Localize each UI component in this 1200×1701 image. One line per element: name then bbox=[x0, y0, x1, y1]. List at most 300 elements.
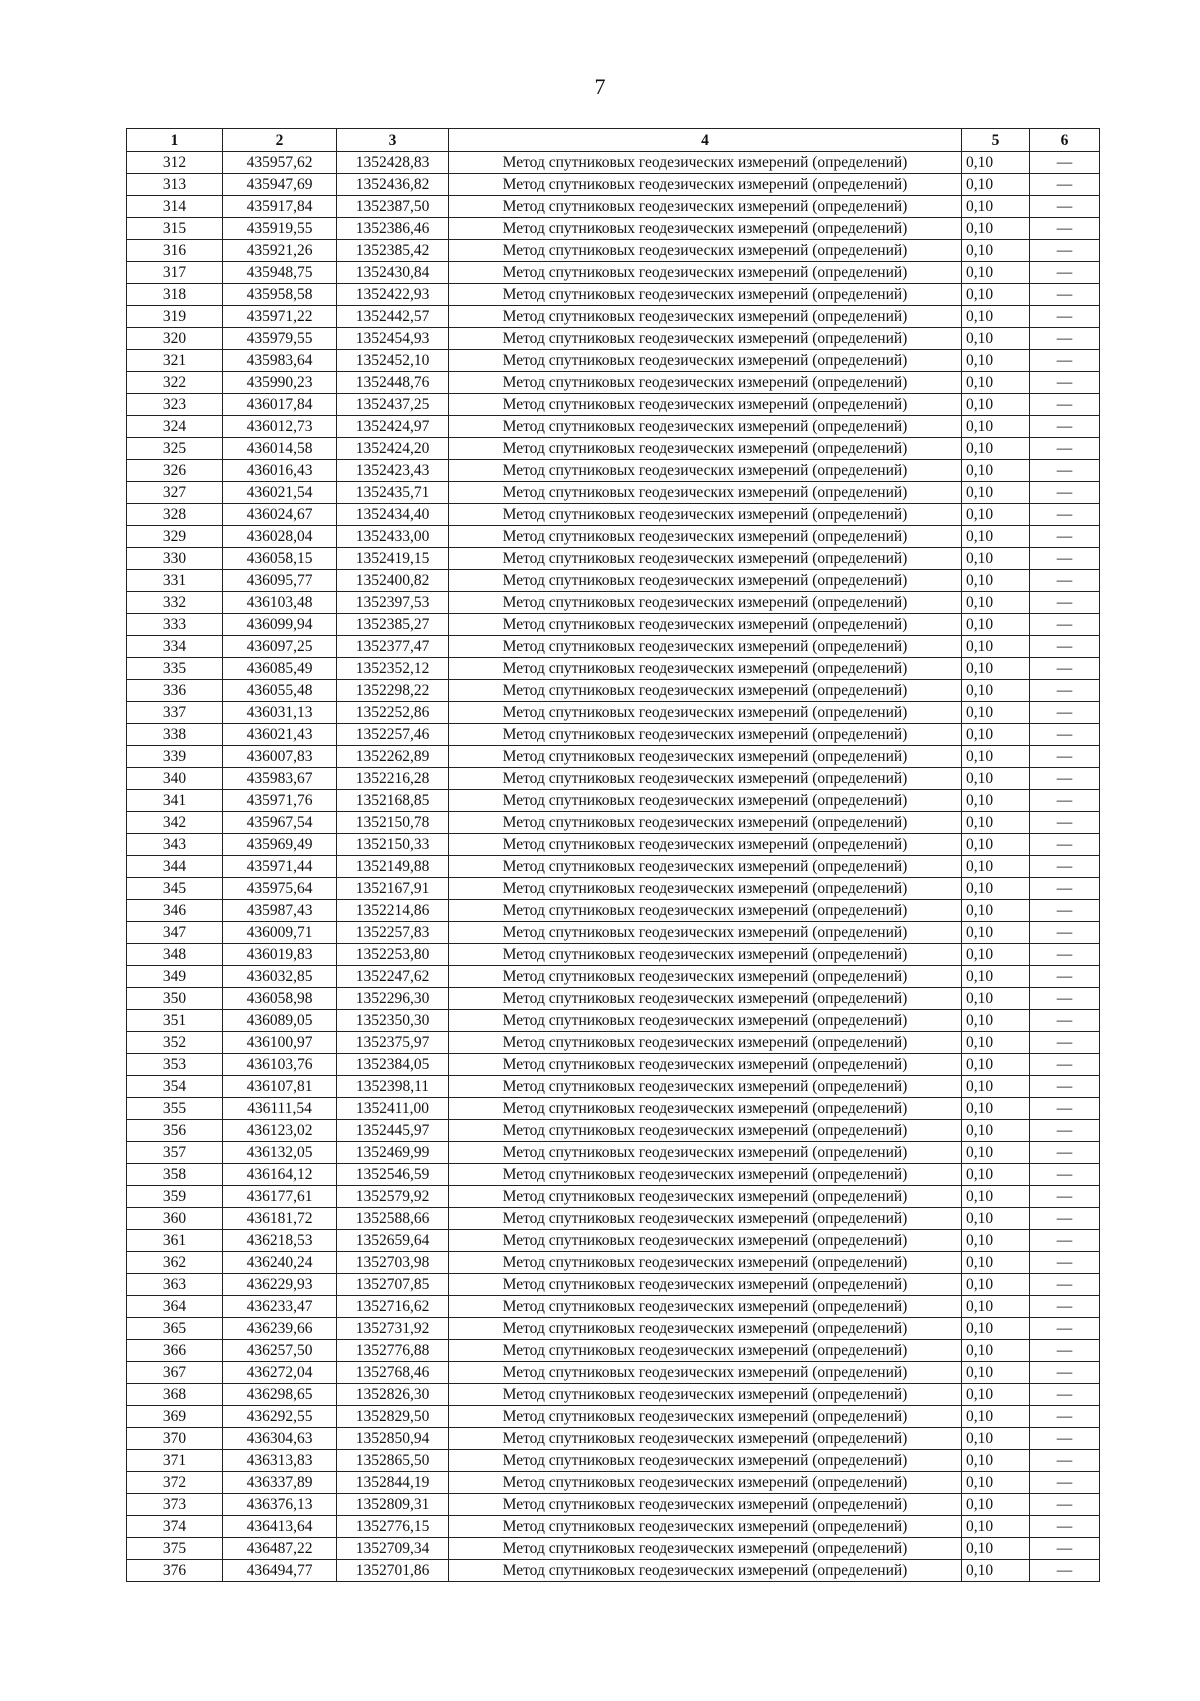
accuracy-cell: 0,10 bbox=[962, 394, 1030, 416]
accuracy-cell: 0,10 bbox=[962, 526, 1030, 548]
method-cell: Метод спутниковых геодезических измерений (определений) bbox=[449, 1208, 962, 1230]
method-cell: Метод спутниковых геодезических измерений (определений) bbox=[449, 548, 962, 570]
point-number-cell: 346 bbox=[127, 900, 223, 922]
x-coordinate-cell: 436017,84 bbox=[223, 394, 337, 416]
table-row bbox=[127, 570, 1100, 592]
x-coordinate-cell: 436058,15 bbox=[223, 548, 337, 570]
y-coordinate-cell: 1352776,88 bbox=[337, 1340, 449, 1362]
description-cell: — bbox=[1030, 1054, 1100, 1076]
accuracy-cell: 0,10 bbox=[962, 1076, 1030, 1098]
y-coordinate-cell: 1352216,28 bbox=[337, 768, 449, 790]
point-number-cell: 352 bbox=[127, 1032, 223, 1054]
point-number-cell: 324 bbox=[127, 416, 223, 438]
description-cell: — bbox=[1030, 526, 1100, 548]
method-cell: Метод спутниковых геодезических измерений (определений) bbox=[449, 460, 962, 482]
table-row bbox=[127, 1252, 1100, 1274]
x-coordinate-cell: 436304,63 bbox=[223, 1428, 337, 1450]
method-cell: Метод спутниковых геодезических измерений (определений) bbox=[449, 174, 962, 196]
point-number-cell: 339 bbox=[127, 746, 223, 768]
x-coordinate-cell: 435983,64 bbox=[223, 350, 337, 372]
y-coordinate-cell: 1352384,05 bbox=[337, 1054, 449, 1076]
table-row bbox=[127, 306, 1100, 328]
description-cell: — bbox=[1030, 614, 1100, 636]
point-number-cell: 323 bbox=[127, 394, 223, 416]
x-coordinate-cell: 436100,97 bbox=[223, 1032, 337, 1054]
description-cell: — bbox=[1030, 1164, 1100, 1186]
point-number-cell: 338 bbox=[127, 724, 223, 746]
y-coordinate-cell: 1352150,78 bbox=[337, 812, 449, 834]
description-cell: — bbox=[1030, 856, 1100, 878]
method-cell: Метод спутниковых геодезических измерений (определений) bbox=[449, 350, 962, 372]
table-row bbox=[127, 284, 1100, 306]
description-cell: — bbox=[1030, 1384, 1100, 1406]
table-row bbox=[127, 900, 1100, 922]
accuracy-cell: 0,10 bbox=[962, 988, 1030, 1010]
table-row bbox=[127, 724, 1100, 746]
table-row bbox=[127, 1010, 1100, 1032]
description-cell: — bbox=[1030, 174, 1100, 196]
y-coordinate-cell: 1352445,97 bbox=[337, 1120, 449, 1142]
table-row bbox=[127, 1186, 1100, 1208]
table-row bbox=[127, 1340, 1100, 1362]
accuracy-cell: 0,10 bbox=[962, 1384, 1030, 1406]
description-cell: — bbox=[1030, 482, 1100, 504]
description-cell: — bbox=[1030, 1340, 1100, 1362]
description-cell: — bbox=[1030, 900, 1100, 922]
description-cell: — bbox=[1030, 284, 1100, 306]
method-cell: Метод спутниковых геодезических измерений (определений) bbox=[449, 416, 962, 438]
accuracy-cell: 0,10 bbox=[962, 570, 1030, 592]
table-row bbox=[127, 614, 1100, 636]
accuracy-cell: 0,10 bbox=[962, 636, 1030, 658]
table-row bbox=[127, 1472, 1100, 1494]
table-row bbox=[127, 350, 1100, 372]
table-row bbox=[127, 1450, 1100, 1472]
x-coordinate-cell: 436313,83 bbox=[223, 1450, 337, 1472]
x-coordinate-cell: 435975,64 bbox=[223, 878, 337, 900]
description-cell: — bbox=[1030, 944, 1100, 966]
table-row bbox=[127, 702, 1100, 724]
y-coordinate-cell: 1352398,11 bbox=[337, 1076, 449, 1098]
y-coordinate-cell: 1352709,34 bbox=[337, 1538, 449, 1560]
accuracy-cell: 0,10 bbox=[962, 1054, 1030, 1076]
description-cell: — bbox=[1030, 988, 1100, 1010]
table-row bbox=[127, 1516, 1100, 1538]
header-col-1: 1 bbox=[127, 129, 223, 152]
method-cell: Метод спутниковых геодезических измерений (определений) bbox=[449, 1054, 962, 1076]
point-number-cell: 334 bbox=[127, 636, 223, 658]
table-row bbox=[127, 1230, 1100, 1252]
y-coordinate-cell: 1352452,10 bbox=[337, 350, 449, 372]
table-row bbox=[127, 878, 1100, 900]
x-coordinate-cell: 435990,23 bbox=[223, 372, 337, 394]
point-number-cell: 356 bbox=[127, 1120, 223, 1142]
x-coordinate-cell: 436021,54 bbox=[223, 482, 337, 504]
table-row bbox=[127, 790, 1100, 812]
y-coordinate-cell: 1352214,86 bbox=[337, 900, 449, 922]
accuracy-cell: 0,10 bbox=[962, 504, 1030, 526]
y-coordinate-cell: 1352434,40 bbox=[337, 504, 449, 526]
method-cell: Метод спутниковых геодезических измерений (определений) bbox=[449, 482, 962, 504]
table-row bbox=[127, 944, 1100, 966]
description-cell: — bbox=[1030, 790, 1100, 812]
x-coordinate-cell: 436337,89 bbox=[223, 1472, 337, 1494]
table-row bbox=[127, 812, 1100, 834]
y-coordinate-cell: 1352454,93 bbox=[337, 328, 449, 350]
method-cell: Метод спутниковых геодезических измерений (определений) bbox=[449, 1186, 962, 1208]
description-cell: — bbox=[1030, 1406, 1100, 1428]
point-number-cell: 317 bbox=[127, 262, 223, 284]
method-cell: Метод спутниковых геодезических измерений (определений) bbox=[449, 152, 962, 174]
description-cell: — bbox=[1030, 196, 1100, 218]
method-cell: Метод спутниковых геодезических измерений (определений) bbox=[449, 702, 962, 724]
method-cell: Метод спутниковых геодезических измерений (определений) bbox=[449, 724, 962, 746]
accuracy-cell: 0,10 bbox=[962, 1472, 1030, 1494]
x-coordinate-cell: 436097,25 bbox=[223, 636, 337, 658]
method-cell: Метод спутниковых геодезических измерений (определений) bbox=[449, 196, 962, 218]
x-coordinate-cell: 436009,71 bbox=[223, 922, 337, 944]
table-body bbox=[127, 152, 1100, 1582]
method-cell: Метод спутниковых геодезических измерений (определений) bbox=[449, 328, 962, 350]
x-coordinate-cell: 435947,69 bbox=[223, 174, 337, 196]
accuracy-cell: 0,10 bbox=[962, 328, 1030, 350]
accuracy-cell: 0,10 bbox=[962, 878, 1030, 900]
accuracy-cell: 0,10 bbox=[962, 460, 1030, 482]
y-coordinate-cell: 1352826,30 bbox=[337, 1384, 449, 1406]
y-coordinate-cell: 1352809,31 bbox=[337, 1494, 449, 1516]
table-row bbox=[127, 988, 1100, 1010]
method-cell: Метод спутниковых геодезических измерений (определений) bbox=[449, 218, 962, 240]
description-cell: — bbox=[1030, 350, 1100, 372]
accuracy-cell: 0,10 bbox=[962, 174, 1030, 196]
y-coordinate-cell: 1352442,57 bbox=[337, 306, 449, 328]
table-row bbox=[127, 328, 1100, 350]
accuracy-cell: 0,10 bbox=[962, 1296, 1030, 1318]
description-cell: — bbox=[1030, 240, 1100, 262]
y-coordinate-cell: 1352419,15 bbox=[337, 548, 449, 570]
description-cell: — bbox=[1030, 1494, 1100, 1516]
table-row bbox=[127, 922, 1100, 944]
method-cell: Метод спутниковых геодезических измерений (определений) bbox=[449, 1560, 962, 1582]
y-coordinate-cell: 1352844,19 bbox=[337, 1472, 449, 1494]
accuracy-cell: 0,10 bbox=[962, 702, 1030, 724]
y-coordinate-cell: 1352437,25 bbox=[337, 394, 449, 416]
table-row bbox=[127, 504, 1100, 526]
point-number-cell: 341 bbox=[127, 790, 223, 812]
point-number-cell: 351 bbox=[127, 1010, 223, 1032]
x-coordinate-cell: 436132,05 bbox=[223, 1142, 337, 1164]
y-coordinate-cell: 1352253,80 bbox=[337, 944, 449, 966]
page-number: 7 bbox=[594, 74, 606, 99]
accuracy-cell: 0,10 bbox=[962, 1142, 1030, 1164]
x-coordinate-cell: 436494,77 bbox=[223, 1560, 337, 1582]
accuracy-cell: 0,10 bbox=[962, 1362, 1030, 1384]
x-coordinate-cell: 436111,54 bbox=[223, 1098, 337, 1120]
table-row bbox=[127, 1032, 1100, 1054]
method-cell: Метод спутниковых геодезических измерений (определений) bbox=[449, 1120, 962, 1142]
y-coordinate-cell: 1352252,86 bbox=[337, 702, 449, 724]
y-coordinate-cell: 1352385,27 bbox=[337, 614, 449, 636]
table-row bbox=[127, 1384, 1100, 1406]
table-row bbox=[127, 416, 1100, 438]
accuracy-cell: 0,10 bbox=[962, 966, 1030, 988]
accuracy-cell: 0,10 bbox=[962, 1032, 1030, 1054]
accuracy-cell: 0,10 bbox=[962, 438, 1030, 460]
y-coordinate-cell: 1352352,12 bbox=[337, 658, 449, 680]
table-row bbox=[127, 658, 1100, 680]
method-cell: Метод спутниковых геодезических измерений (определений) bbox=[449, 592, 962, 614]
y-coordinate-cell: 1352411,00 bbox=[337, 1098, 449, 1120]
description-cell: — bbox=[1030, 438, 1100, 460]
table-row bbox=[127, 218, 1100, 240]
x-coordinate-cell: 435967,54 bbox=[223, 812, 337, 834]
y-coordinate-cell: 1352776,15 bbox=[337, 1516, 449, 1538]
table-header bbox=[127, 129, 1100, 152]
x-coordinate-cell: 436272,04 bbox=[223, 1362, 337, 1384]
description-cell: — bbox=[1030, 548, 1100, 570]
table-row bbox=[127, 1142, 1100, 1164]
point-number-cell: 371 bbox=[127, 1450, 223, 1472]
method-cell: Метод спутниковых геодезических измерений (определений) bbox=[449, 1164, 962, 1186]
method-cell: Метод спутниковых геодезических измерений (определений) bbox=[449, 614, 962, 636]
method-cell: Метод спутниковых геодезических измерений (определений) bbox=[449, 856, 962, 878]
method-cell: Метод спутниковых геодезических измерений (определений) bbox=[449, 790, 962, 812]
table-row bbox=[127, 1494, 1100, 1516]
x-coordinate-cell: 436089,05 bbox=[223, 1010, 337, 1032]
method-cell: Метод спутниковых геодезических измерений (определений) bbox=[449, 900, 962, 922]
y-coordinate-cell: 1352768,46 bbox=[337, 1362, 449, 1384]
y-coordinate-cell: 1352375,97 bbox=[337, 1032, 449, 1054]
description-cell: — bbox=[1030, 1076, 1100, 1098]
method-cell: Метод спутниковых геодезических измерений (определений) bbox=[449, 1142, 962, 1164]
x-coordinate-cell: 436032,85 bbox=[223, 966, 337, 988]
point-number-cell: 326 bbox=[127, 460, 223, 482]
point-number-cell: 330 bbox=[127, 548, 223, 570]
accuracy-cell: 0,10 bbox=[962, 1164, 1030, 1186]
header-row bbox=[127, 129, 1100, 152]
point-number-cell: 329 bbox=[127, 526, 223, 548]
point-number-cell: 320 bbox=[127, 328, 223, 350]
accuracy-cell: 0,10 bbox=[962, 834, 1030, 856]
y-coordinate-cell: 1352168,85 bbox=[337, 790, 449, 812]
y-coordinate-cell: 1352257,46 bbox=[337, 724, 449, 746]
point-number-cell: 328 bbox=[127, 504, 223, 526]
point-number-cell: 361 bbox=[127, 1230, 223, 1252]
y-coordinate-cell: 1352659,64 bbox=[337, 1230, 449, 1252]
x-coordinate-cell: 435948,75 bbox=[223, 262, 337, 284]
description-cell: — bbox=[1030, 1428, 1100, 1450]
x-coordinate-cell: 436103,76 bbox=[223, 1054, 337, 1076]
description-cell: — bbox=[1030, 416, 1100, 438]
y-coordinate-cell: 1352865,50 bbox=[337, 1450, 449, 1472]
header-col-6: 6 bbox=[1030, 129, 1100, 152]
accuracy-cell: 0,10 bbox=[962, 1098, 1030, 1120]
point-number-cell: 336 bbox=[127, 680, 223, 702]
y-coordinate-cell: 1352149,88 bbox=[337, 856, 449, 878]
x-coordinate-cell: 436055,48 bbox=[223, 680, 337, 702]
table-row bbox=[127, 196, 1100, 218]
point-number-cell: 353 bbox=[127, 1054, 223, 1076]
method-cell: Метод спутниковых геодезических измерений (определений) bbox=[449, 988, 962, 1010]
description-cell: — bbox=[1030, 1362, 1100, 1384]
accuracy-cell: 0,10 bbox=[962, 614, 1030, 636]
x-coordinate-cell: 436031,13 bbox=[223, 702, 337, 724]
table-row bbox=[127, 592, 1100, 614]
point-number-cell: 337 bbox=[127, 702, 223, 724]
point-number-cell: 357 bbox=[127, 1142, 223, 1164]
description-cell: — bbox=[1030, 1010, 1100, 1032]
method-cell: Метод спутниковых геодезических измерений (определений) bbox=[449, 1516, 962, 1538]
x-coordinate-cell: 436487,22 bbox=[223, 1538, 337, 1560]
y-coordinate-cell: 1352262,89 bbox=[337, 746, 449, 768]
method-cell: Метод спутниковых геодезических измерений (определений) bbox=[449, 1098, 962, 1120]
method-cell: Метод спутниковых геодезических измерений (определений) bbox=[449, 944, 962, 966]
point-number-cell: 374 bbox=[127, 1516, 223, 1538]
y-coordinate-cell: 1352387,50 bbox=[337, 196, 449, 218]
accuracy-cell: 0,10 bbox=[962, 724, 1030, 746]
method-cell: Метод спутниковых геодезических измерений (определений) bbox=[449, 1384, 962, 1406]
table-row bbox=[127, 1406, 1100, 1428]
accuracy-cell: 0,10 bbox=[962, 416, 1030, 438]
description-cell: — bbox=[1030, 702, 1100, 724]
coordinates-table bbox=[126, 128, 1100, 1582]
point-number-cell: 354 bbox=[127, 1076, 223, 1098]
y-coordinate-cell: 1352424,20 bbox=[337, 438, 449, 460]
table-row bbox=[127, 372, 1100, 394]
point-number-cell: 360 bbox=[127, 1208, 223, 1230]
accuracy-cell: 0,10 bbox=[962, 1450, 1030, 1472]
x-coordinate-cell: 436240,24 bbox=[223, 1252, 337, 1274]
x-coordinate-cell: 436095,77 bbox=[223, 570, 337, 592]
x-coordinate-cell: 435917,84 bbox=[223, 196, 337, 218]
description-cell: — bbox=[1030, 1032, 1100, 1054]
x-coordinate-cell: 435971,22 bbox=[223, 306, 337, 328]
method-cell: Метод спутниковых геодезических измерений (определений) bbox=[449, 680, 962, 702]
y-coordinate-cell: 1352296,30 bbox=[337, 988, 449, 1010]
header-col-2: 2 bbox=[223, 129, 337, 152]
point-number-cell: 319 bbox=[127, 306, 223, 328]
description-cell: — bbox=[1030, 1516, 1100, 1538]
description-cell: — bbox=[1030, 152, 1100, 174]
y-coordinate-cell: 1352731,92 bbox=[337, 1318, 449, 1340]
x-coordinate-cell: 436229,93 bbox=[223, 1274, 337, 1296]
description-cell: — bbox=[1030, 504, 1100, 526]
description-cell: — bbox=[1030, 724, 1100, 746]
description-cell: — bbox=[1030, 966, 1100, 988]
accuracy-cell: 0,10 bbox=[962, 1010, 1030, 1032]
point-number-cell: 349 bbox=[127, 966, 223, 988]
table-row bbox=[127, 482, 1100, 504]
accuracy-cell: 0,10 bbox=[962, 1208, 1030, 1230]
y-coordinate-cell: 1352386,46 bbox=[337, 218, 449, 240]
point-number-cell: 358 bbox=[127, 1164, 223, 1186]
x-coordinate-cell: 435987,43 bbox=[223, 900, 337, 922]
table-row bbox=[127, 240, 1100, 262]
description-cell: — bbox=[1030, 812, 1100, 834]
y-coordinate-cell: 1352435,71 bbox=[337, 482, 449, 504]
table-row bbox=[127, 1560, 1100, 1582]
method-cell: Метод спутниковых геодезических измерений (определений) bbox=[449, 284, 962, 306]
accuracy-cell: 0,10 bbox=[962, 548, 1030, 570]
description-cell: — bbox=[1030, 1120, 1100, 1142]
point-number-cell: 369 bbox=[127, 1406, 223, 1428]
accuracy-cell: 0,10 bbox=[962, 262, 1030, 284]
point-number-cell: 340 bbox=[127, 768, 223, 790]
point-number-cell: 313 bbox=[127, 174, 223, 196]
point-number-cell: 316 bbox=[127, 240, 223, 262]
y-coordinate-cell: 1352377,47 bbox=[337, 636, 449, 658]
method-cell: Метод спутниковых геодезических измерений (определений) bbox=[449, 306, 962, 328]
header-col-4: 4 bbox=[449, 129, 962, 152]
method-cell: Метод спутниковых геодезических измерений (определений) bbox=[449, 1318, 962, 1340]
accuracy-cell: 0,10 bbox=[962, 1428, 1030, 1450]
method-cell: Метод спутниковых геодезических измерений (определений) bbox=[449, 1252, 962, 1274]
table-row bbox=[127, 1362, 1100, 1384]
y-coordinate-cell: 1352701,86 bbox=[337, 1560, 449, 1582]
x-coordinate-cell: 436218,53 bbox=[223, 1230, 337, 1252]
accuracy-cell: 0,10 bbox=[962, 1274, 1030, 1296]
description-cell: — bbox=[1030, 1230, 1100, 1252]
y-coordinate-cell: 1352716,62 bbox=[337, 1296, 449, 1318]
method-cell: Метод спутниковых геодезических измерений (определений) bbox=[449, 1296, 962, 1318]
table-row bbox=[127, 152, 1100, 174]
accuracy-cell: 0,10 bbox=[962, 218, 1030, 240]
accuracy-cell: 0,10 bbox=[962, 482, 1030, 504]
point-number-cell: 344 bbox=[127, 856, 223, 878]
y-coordinate-cell: 1352703,98 bbox=[337, 1252, 449, 1274]
x-coordinate-cell: 436058,98 bbox=[223, 988, 337, 1010]
description-cell: — bbox=[1030, 1252, 1100, 1274]
y-coordinate-cell: 1352150,33 bbox=[337, 834, 449, 856]
method-cell: Метод спутниковых геодезических измерений (определений) bbox=[449, 658, 962, 680]
x-coordinate-cell: 436257,50 bbox=[223, 1340, 337, 1362]
description-cell: — bbox=[1030, 768, 1100, 790]
accuracy-cell: 0,10 bbox=[962, 350, 1030, 372]
table-row bbox=[127, 1076, 1100, 1098]
y-coordinate-cell: 1352430,84 bbox=[337, 262, 449, 284]
method-cell: Метод спутниковых геодезических измерений (определений) bbox=[449, 526, 962, 548]
x-coordinate-cell: 436007,83 bbox=[223, 746, 337, 768]
point-number-cell: 348 bbox=[127, 944, 223, 966]
table-row bbox=[127, 1274, 1100, 1296]
y-coordinate-cell: 1352469,99 bbox=[337, 1142, 449, 1164]
point-number-cell: 322 bbox=[127, 372, 223, 394]
description-cell: — bbox=[1030, 1318, 1100, 1340]
method-cell: Метод спутниковых геодезических измерений (определений) bbox=[449, 394, 962, 416]
table-row bbox=[127, 262, 1100, 284]
x-coordinate-cell: 435971,44 bbox=[223, 856, 337, 878]
method-cell: Метод спутниковых геодезических измерений (определений) bbox=[449, 768, 962, 790]
x-coordinate-cell: 436376,13 bbox=[223, 1494, 337, 1516]
method-cell: Метод спутниковых геодезических измерений (определений) bbox=[449, 812, 962, 834]
method-cell: Метод спутниковых геодезических измерений (определений) bbox=[449, 372, 962, 394]
table-row bbox=[127, 636, 1100, 658]
point-number-cell: 367 bbox=[127, 1362, 223, 1384]
y-coordinate-cell: 1352433,00 bbox=[337, 526, 449, 548]
accuracy-cell: 0,10 bbox=[962, 944, 1030, 966]
table-row bbox=[127, 1120, 1100, 1142]
x-coordinate-cell: 436016,43 bbox=[223, 460, 337, 482]
description-cell: — bbox=[1030, 218, 1100, 240]
accuracy-cell: 0,10 bbox=[962, 746, 1030, 768]
x-coordinate-cell: 436014,58 bbox=[223, 438, 337, 460]
x-coordinate-cell: 435969,49 bbox=[223, 834, 337, 856]
x-coordinate-cell: 435958,58 bbox=[223, 284, 337, 306]
x-coordinate-cell: 436239,66 bbox=[223, 1318, 337, 1340]
point-number-cell: 331 bbox=[127, 570, 223, 592]
x-coordinate-cell: 436019,83 bbox=[223, 944, 337, 966]
x-coordinate-cell: 436012,73 bbox=[223, 416, 337, 438]
